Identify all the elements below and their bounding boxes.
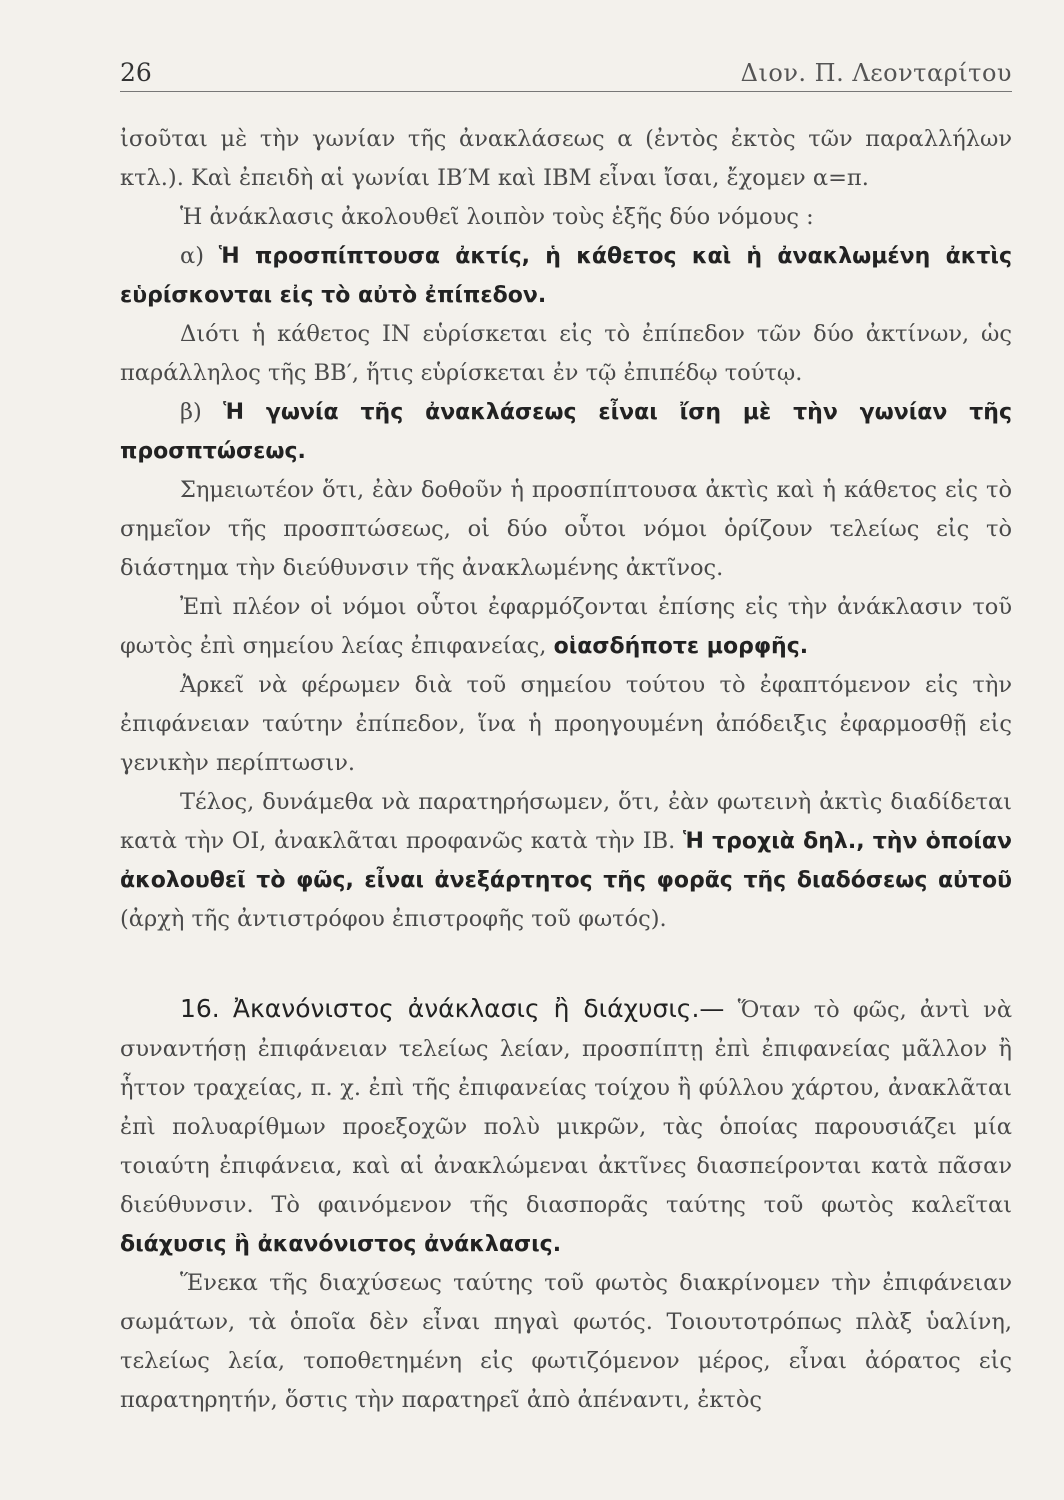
paragraph-9-text-a: Τέλος, δυνάμεθα νὰ παρατηρήσωμεν, ὅτι, ἐὰν φωτεινὴ ἀκτὶς διαδίδεται κατὰ τὴν ΟΙ, ἀνακλᾶται προφανῶς κατὰ τὴν ΙΒ.	[120, 789, 1012, 854]
paragraph-1-text: ἰσοῦται μὲ τὴν γωνίαν τῆς ἀνακλάσεως α (ἐντὸς ἐκτὸς τῶν παραλλήλων κτλ.). Καὶ ἐπειδὴ αἱ γωνίαι ΙΒ′Μ καὶ ΙΒΜ εἶναι ἴσαι, ἔχομεν α=π.	[120, 126, 1012, 191]
section-16	[120, 989, 1012, 1264]
law-a	[120, 237, 1012, 315]
paragraph-4-text: Διότι ἡ κάθετος ΙΝ εὑρίσκεται εἰς τὸ ἐπίπεδον τῶν δύο ἀκτίνων, ὡς παράλληλος τῆς ΒΒ′, ἥτις εὑρίσκεται ἐν τῷ ἐπιπέδῳ τούτῳ.	[120, 321, 1012, 386]
paragraph-7-text: Ἐπὶ πλέον οἱ νόμοι οὗτοι ἐφαρμόζονται ἐπίσης εἰς τὴν ἀνάκλασιν τοῦ φωτὸς ἐπὶ σημείου λείας ἐπιφανείας,	[120, 594, 1012, 659]
law-a-text: Ἡ προσπίπτουσα ἀκτίς, ἡ κάθετος καὶ ἡ ἀνακλωμένη ἀκτὶς εὑρίσκονται εἰς τὸ αὐτὸ ἐπίπεδον.	[120, 244, 1013, 308]
paragraph-11-text: Ἕνεκα τῆς διαχύσεως ταύτης τοῦ φωτὸς διακρίνομεν τὴν ἐπιφάνειαν σωμάτων, τὰ ὁποῖα δὲν εἶναι πηγαὶ φωτός. Τοιουτοτρόπως πλὰξ ὑαλίνη, τελείως λεία, τοποθετημένη εἰς φωτιζόμενον μέρος, εἶναι ἀόρατος εἰς παρατηρητήν, ὅστις τὴν παρατηρεῖ ἀπὸ ἀπέναντι, ἐκτὸς	[120, 1270, 1012, 1413]
law-b	[120, 393, 1012, 471]
page-number: 26	[120, 58, 152, 87]
running-head: Διον. Π. Λεονταρίτου	[740, 59, 1012, 87]
paragraph-1	[120, 120, 1012, 198]
section-16-text: Ὅταν τὸ φῶς, ἀντὶ νὰ συναντήσῃ ἐπιφάνειαν τελείως λείαν, προσπίπτῃ ἐπὶ ἐπιφανείας μᾶλλον ἢ ἧττον τραχείας, π. χ. ἐπὶ τῆς ἐπιφανείας τοίχου ἢ φύλλου χάρτου, ἀνακλᾶται ἐπὶ πολυαρίθμων προεξοχῶν πολὺ μικρῶν, τὰς ὁποίας παρουσιάζει μία τοιαύτη ἐπιφάνεια, καὶ αἱ ἀνακλώμεναι ἀκτῖνες διασπείρονται κατὰ πᾶσαν διεύθυνσιν. Τὸ φαινόμενον τῆς διασπορᾶς ταύτης τοῦ φωτὸς καλεῖται	[120, 997, 1013, 1218]
paragraph-8-text: Ἀρκεῖ νὰ φέρωμεν διὰ τοῦ σημείου τούτου τὸ ἐφαπτόμενον εἰς τὴν ἐπιφάνειαν ταύτην ἐπίπεδον, ἵνα ἡ προηγουμένη ἀπόδειξις ἐφαρμοσθῇ εἰς γενικὴν περίπτωσιν.	[120, 672, 1012, 776]
section-title: Ἀκανόνιστος ἀνάκλασις ἢ διάχυσις.—	[232, 994, 725, 1023]
law-a-label: α)	[180, 243, 204, 269]
paragraph-6	[120, 471, 1012, 588]
law-b-text: Ἡ γωνία τῆς ἀνακλάσεως εἶναι ἴση μὲ τὴν γωνίαν τῆς προσπτώσεως.	[120, 400, 1012, 464]
paragraph-11	[120, 1264, 1012, 1420]
paragraph-2-text: Ἡ ἀνάκλασις ἀκολουθεῖ λοιπὸν τοὺς ἑξῆς δύο νόμους :	[180, 204, 814, 230]
paragraph-4	[120, 315, 1012, 393]
paragraph-2	[120, 198, 1012, 237]
section-16-bold: διάχυσις ἢ ἀκανόνιστος ἀνάκλασις.	[120, 1232, 562, 1257]
page-header	[120, 58, 1012, 92]
paragraph-7-bold: οἱασδήποτε μορφῆς.	[553, 634, 809, 659]
paragraph-9-bold: Ἡ τροχιὰ δηλ., τὴν ὁποίαν ἀκολουθεῖ τὸ φῶς, εἶναι ἀνεξάρτητος τῆς φορᾶς τῆς διαδόσεως αὐτοῦ	[120, 829, 1012, 893]
law-b-label: β)	[180, 399, 202, 425]
section-number: 16.	[180, 994, 220, 1023]
paragraph-9-text-b: (ἀρχὴ τῆς ἀντιστρόφου ἐπιστροφῆς τοῦ φωτός).	[120, 906, 667, 932]
paragraph-6-text: Σημειωτέον ὅτι, ἐὰν δοθοῦν ἡ προσπίπτουσα ἀκτὶς καὶ ἡ κάθετος εἰς τὸ σημεῖον τῆς προσπτώσεως, οἱ δύο οὗτοι νόμοι ὁρίζουν τελείως εἰς τὸ διάστημα τὴν διεύθυνσιν τῆς ἀνακλωμένης ἀκτῖνος.	[120, 477, 1012, 581]
paragraph-8	[120, 666, 1012, 783]
paragraph-7	[120, 588, 1012, 666]
paragraph-9	[120, 783, 1012, 939]
